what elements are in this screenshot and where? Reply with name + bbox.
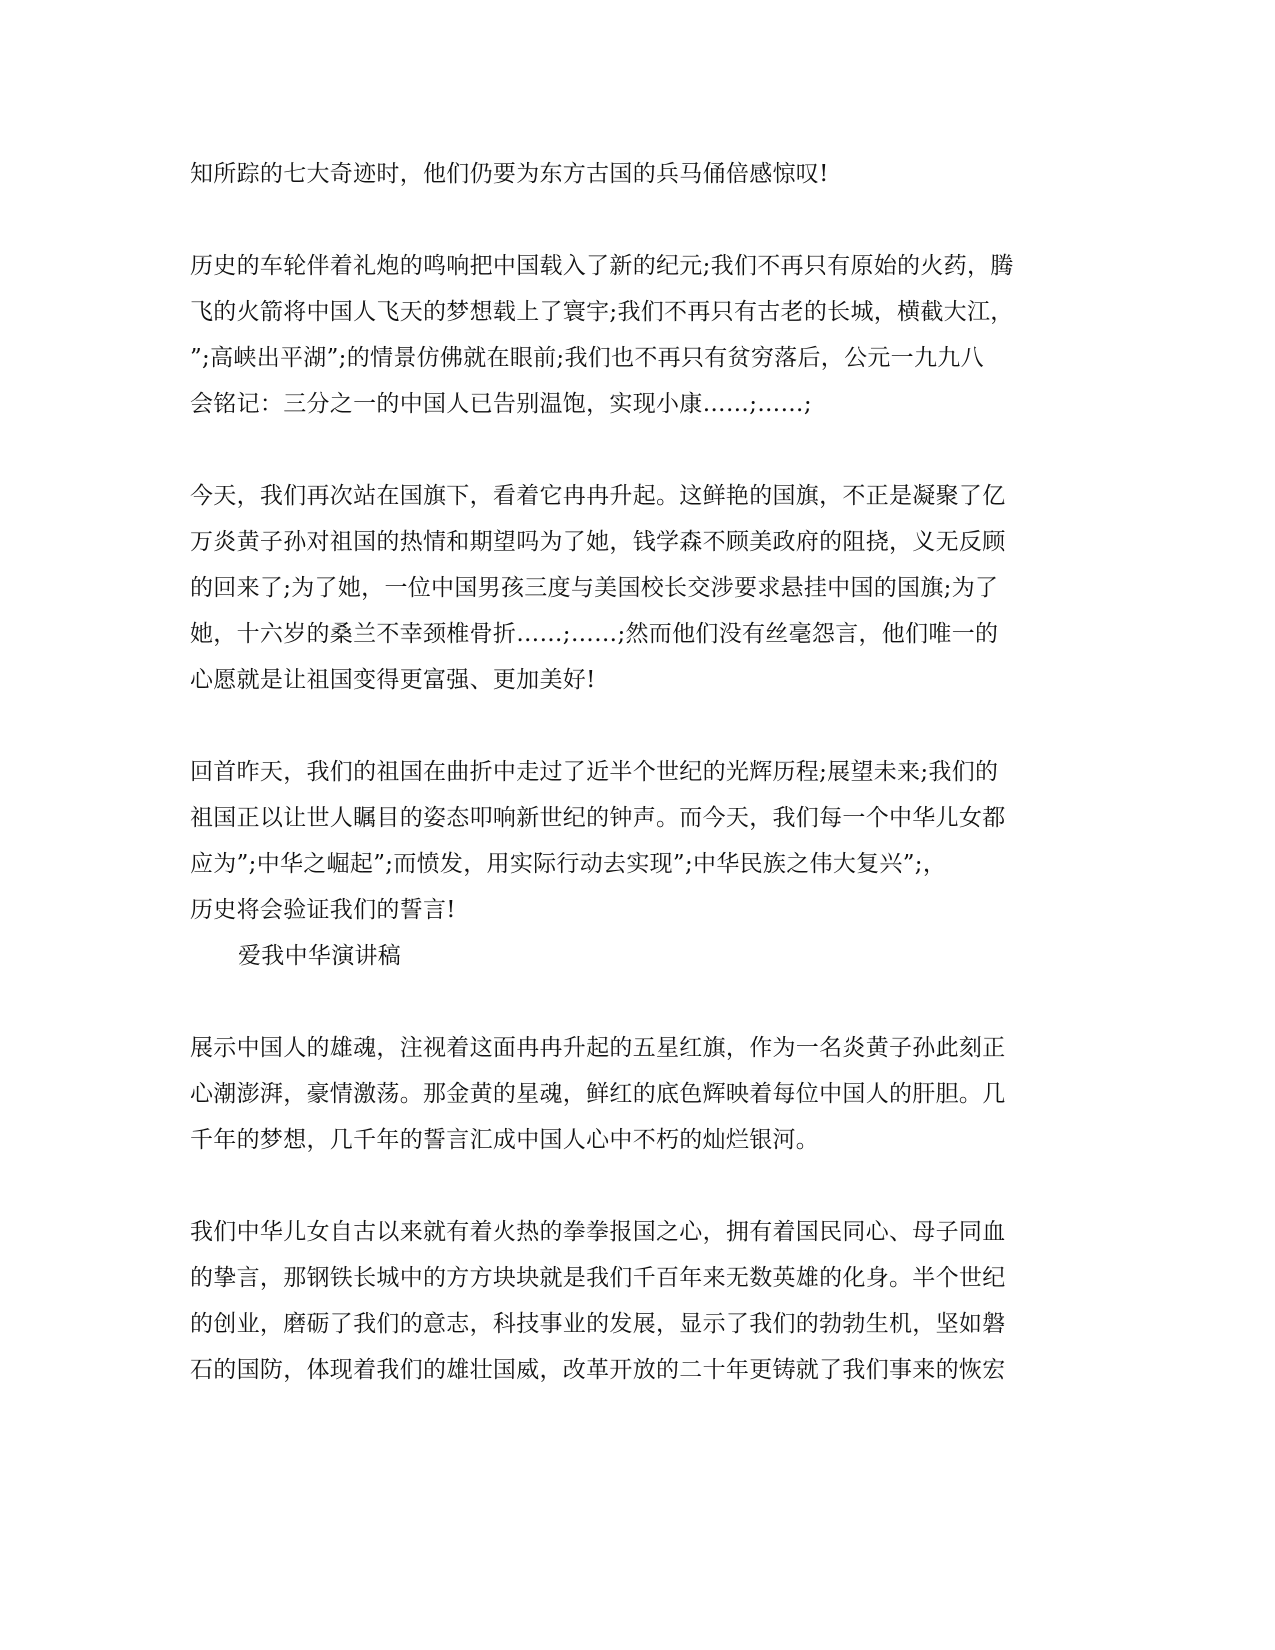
text-line: 展示中国人的雄魂，注视着这面冉冉升起的五星红旗，作为一名炎黄子孙此刻正	[190, 1035, 1006, 1061]
text-line: 我们中华儿女自古以来就有着火热的拳拳报国之心，拥有着国民同心、母子同血	[190, 1219, 1006, 1245]
text-line: 心愿就是让祖国变得更富强、更加美好!	[190, 667, 596, 693]
text-line: 的回来了;为了她，一位中国男孩三度与美国校长交涉要求悬挂中国的国旗;为了	[190, 575, 999, 601]
text-line: 飞的火箭将中国人飞天的梦想载上了寰宇;我们不再只有古老的长城，横截大江，	[190, 299, 1014, 325]
text-line: 的创业，磨砺了我们的意志，科技事业的发展，显示了我们的勃勃生机，坚如磐	[190, 1311, 1006, 1337]
text-line: 知所踪的七大奇迹时，他们仍要为东方古国的兵马俑倍感惊叹!	[190, 161, 829, 187]
text-line: 会铭记：三分之一的中国人已告别温饱，实现小康……;……;	[190, 391, 812, 417]
text-line: 应为”;中华之崛起”;而愤发，用实际行动去实现”;中华民族之伟大复兴”;，	[190, 851, 947, 877]
text-line: 万炎黄子孙对祖国的热情和期望吗为了她，钱学森不顾美政府的阻挠，义无反顾	[190, 529, 1006, 555]
text-line: 的挚言，那钢铁长城中的方方块块就是我们千百年来无数英雄的化身。半个世纪	[190, 1265, 1006, 1291]
text-line: 历史的车轮伴着礼炮的鸣响把中国载入了新的纪元;我们不再只有原始的火药，腾	[190, 253, 1014, 279]
text-line: 她，十六岁的桑兰不幸颈椎骨折……;……;然而他们没有丝毫怨言，他们唯一的	[190, 621, 999, 647]
text-line: 祖国正以让世人瞩目的姿态叩响新世纪的钟声。而今天，我们每一个中华儿女都	[190, 805, 1006, 831]
text-line: 今天，我们再次站在国旗下，看着它冉冉升起。这鲜艳的国旗，不正是凝聚了亿	[190, 483, 1006, 509]
text-line: 千年的梦想，几千年的誓言汇成中国人心中不朽的灿烂银河。	[190, 1127, 820, 1153]
text-line: 回首昨天，我们的祖国在曲折中走过了近半个世纪的光辉历程;展望未来;我们的	[190, 759, 999, 785]
text-line: 石的国防，体现着我们的雄壮国威，改革开放的二十年更铸就了我们事来的恢宏	[190, 1357, 1006, 1383]
text-line: ”;高峡出平湖”;的情景仿佛就在眼前;我们也不再只有贫穷落后，公元一九九八	[190, 345, 984, 371]
text-line: 心潮澎湃，豪情激荡。那金黄的星魂，鲜红的底色辉映着每位中国人的肝胆。几	[190, 1081, 1006, 1107]
text-line: 历史将会验证我们的誓言!	[190, 897, 456, 923]
document-heading: 爱我中华演讲稿	[238, 943, 402, 969]
